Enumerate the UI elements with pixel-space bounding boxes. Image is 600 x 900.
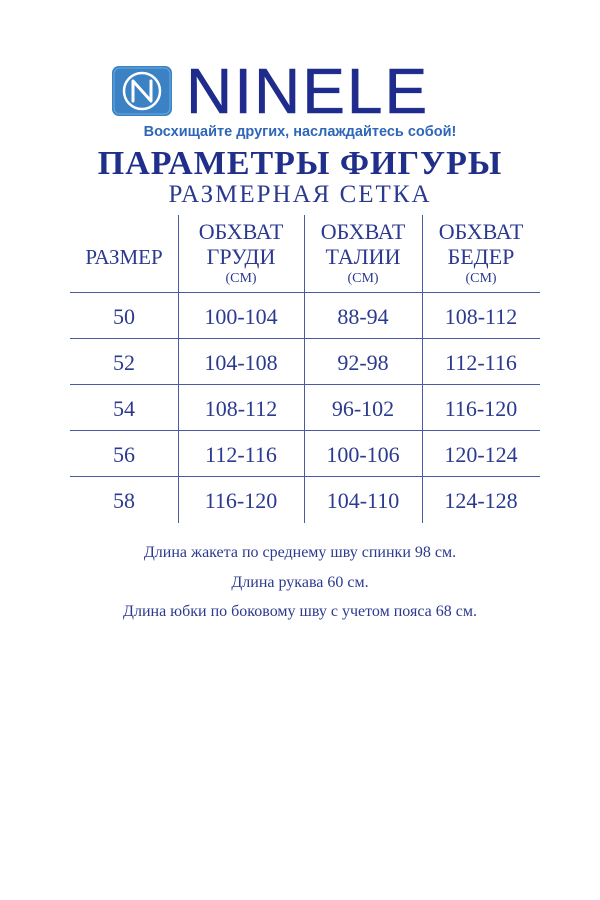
hips-cell: 124-128 xyxy=(444,488,518,513)
page-subtitle: РАЗМЕРНАЯ СЕТКА xyxy=(168,181,432,208)
table-divider xyxy=(70,292,540,293)
header-line: ОБХВАТ xyxy=(198,219,284,244)
chest-column-header xyxy=(178,219,304,287)
header-unit: (СМ) xyxy=(465,271,497,286)
size-cell: 56 xyxy=(113,442,135,467)
table-divider xyxy=(70,384,540,385)
header-line: ОБХВАТ xyxy=(438,219,524,244)
garment-notes xyxy=(0,538,600,627)
chest-cell: 100-104 xyxy=(204,304,278,329)
waist-cell: 92-98 xyxy=(337,350,389,375)
size-column-header: РАЗМЕР xyxy=(85,245,163,269)
table-divider xyxy=(70,430,540,431)
chest-cell: 108-112 xyxy=(204,396,278,421)
header-line: ТАЛИИ xyxy=(325,244,401,269)
header-unit: (СМ) xyxy=(225,271,257,286)
ninele-logo-icon xyxy=(112,66,172,116)
brand-logo xyxy=(112,55,502,127)
brand-tagline: Восхищайте других, наслаждайтесь собой! xyxy=(143,124,457,140)
hips-cell: 108-112 xyxy=(444,304,518,329)
waist-cell: 96-102 xyxy=(331,396,395,421)
table-divider xyxy=(70,476,540,477)
table-divider xyxy=(70,338,540,339)
hips-cell: 112-116 xyxy=(445,350,517,375)
header-line: ГРУДИ xyxy=(206,244,276,269)
page-title: ПАРАМЕТРЫ ФИГУРЫ xyxy=(97,145,503,182)
chest-cell: 112-116 xyxy=(205,442,277,467)
header-line: БЕДЕР xyxy=(447,244,515,269)
chest-cell: 116-120 xyxy=(204,488,278,513)
header-unit: (СМ) xyxy=(347,271,379,286)
size-table xyxy=(70,215,540,523)
chest-cell: 104-108 xyxy=(204,350,278,375)
waist-cell: 88-94 xyxy=(337,304,389,329)
size-cell: 52 xyxy=(113,350,135,375)
hips-cell: 116-120 xyxy=(444,396,518,421)
hips-column-header xyxy=(422,219,540,287)
size-cell: 58 xyxy=(113,488,135,513)
size-cell: 50 xyxy=(113,304,135,329)
waist-column-header xyxy=(304,219,422,287)
brand-name: NINELE xyxy=(186,55,430,127)
header-line: ОБХВАТ xyxy=(320,219,406,244)
waist-cell: 104-110 xyxy=(326,488,400,513)
skirt-length-note: Длина юбки по боковому шву с учетом пояса 68 см. xyxy=(123,603,477,620)
jacket-length-note: Длина жакета по среднему шву спинки 98 см. xyxy=(143,544,457,561)
hips-cell: 120-124 xyxy=(444,442,518,467)
waist-cell: 100-106 xyxy=(326,442,400,467)
size-cell: 54 xyxy=(113,396,135,421)
sleeve-length-note: Длина рукава 60 см. xyxy=(231,573,369,591)
